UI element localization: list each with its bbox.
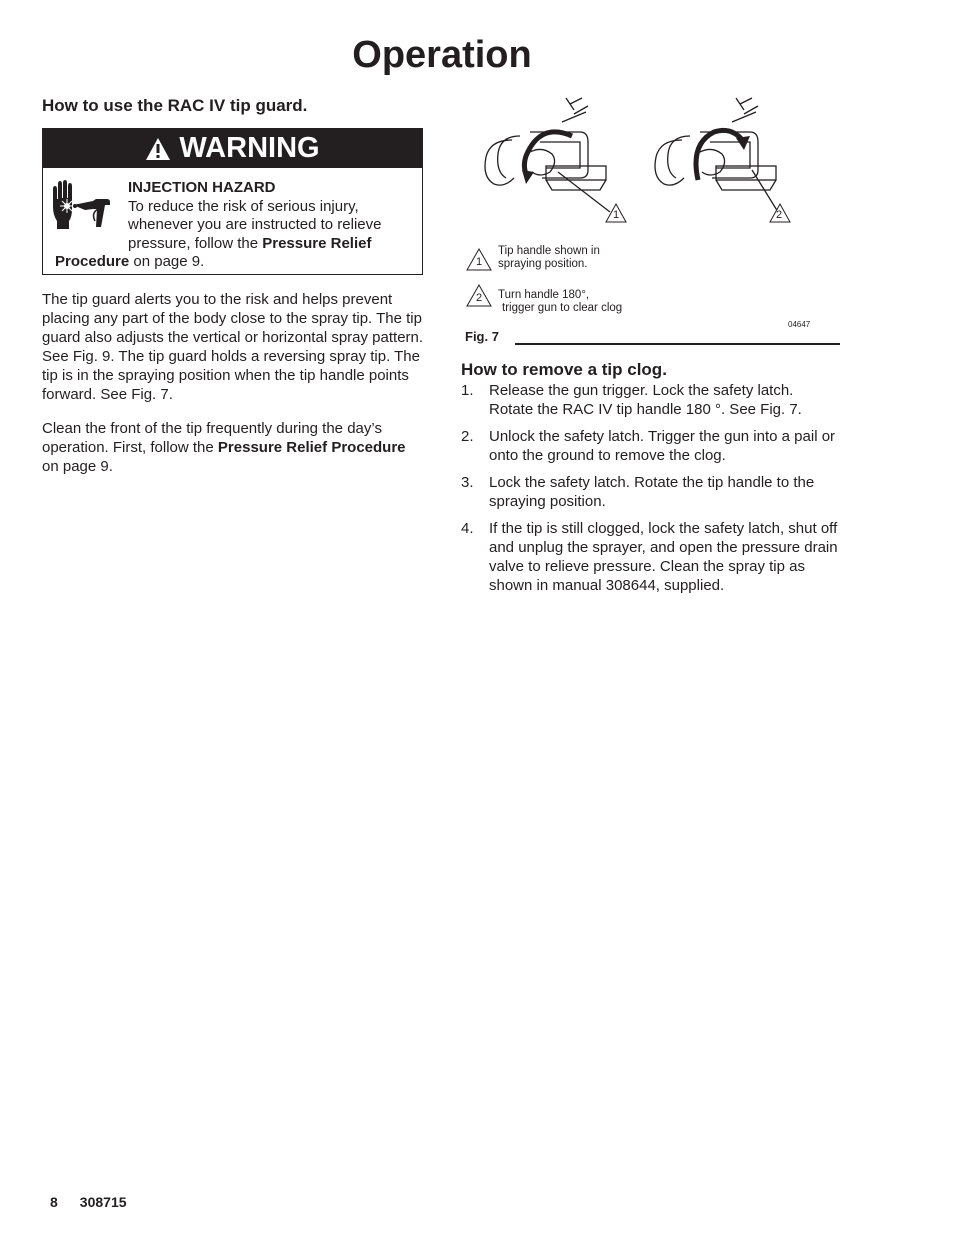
warning-line-1: To reduce the risk of serious injury,	[128, 197, 359, 215]
legend-2-number: 2	[476, 292, 483, 304]
legend-1-line-2: spraying position.	[498, 257, 588, 270]
warning-box	[42, 128, 423, 275]
warning-header	[43, 129, 422, 168]
cleaning-paragraph-bold: Pressure Relief Procedure	[217, 439, 406, 456]
page-footer	[50, 1194, 149, 1210]
figure-caption-rule	[515, 343, 840, 345]
warning-line-2: whenever you are instructed to relieve	[128, 216, 382, 233]
figure-caption: Fig. 7	[465, 329, 499, 344]
legend-1-number: 1	[476, 256, 483, 268]
tip-guard-illustration	[470, 92, 850, 227]
warning-header-label: WARNING	[179, 132, 320, 164]
legend-1-line-1: Tip handle shown in	[498, 245, 600, 257]
warning-line-3-text: pressure, follow the	[128, 234, 263, 252]
figure-code: 04647	[788, 320, 811, 329]
cleaning-paragraph-text: Clean the front of the tip frequently during the day’s operation. First, follow the	[42, 420, 382, 456]
cleaning-paragraph	[42, 419, 424, 476]
callout-1-number: 1	[613, 209, 620, 221]
warning-triangle-icon	[145, 137, 171, 161]
page-number: 8	[50, 1194, 58, 1210]
list-item	[461, 519, 841, 595]
warning-line-3-bold: Pressure Relief	[262, 234, 372, 252]
step-text: Lock the safety latch. Rotate the tip handle to the spraying position.	[489, 474, 815, 510]
legend-2-text	[498, 289, 622, 314]
legend-1-text	[498, 245, 600, 270]
warning-text	[55, 179, 415, 272]
page-title: Operation	[352, 34, 532, 76]
manual-number: 308715	[79, 1194, 127, 1210]
tip-clog-steps	[461, 381, 841, 603]
warning-line-4-bold: Procedure	[55, 253, 130, 270]
warning-line-4	[55, 253, 415, 272]
legend-2-line-1: Turn handle 180°,	[498, 289, 590, 301]
list-item	[461, 473, 841, 511]
step-text: Unlock the safety latch. Trigger the gun into a pail or onto the ground to remove the clog.	[489, 428, 836, 464]
section-heading-tip-guard: How to use the RAC IV tip guard.	[42, 96, 308, 115]
warning-line-4-text: on page 9.	[129, 253, 205, 270]
list-item	[461, 427, 841, 465]
step-number: 1.	[461, 382, 474, 399]
section-heading-tip-clog: How to remove a tip clog.	[461, 360, 667, 379]
list-item	[461, 381, 841, 419]
hazard-title: INJECTION HAZARD	[128, 179, 276, 196]
step-number: 2.	[461, 428, 474, 445]
cleaning-paragraph-end: on page 9.	[42, 458, 113, 475]
step-number: 4.	[461, 520, 474, 537]
step-number: 3.	[461, 474, 474, 491]
step-text: Release the gun trigger. Lock the safety latch. Rotate the RAC IV tip handle 180 °. See Fig. 7.	[489, 382, 802, 418]
legend-2-line-2: trigger gun to clear clog	[502, 301, 623, 314]
warning-line-3	[55, 235, 415, 254]
callout-2-number: 2	[776, 209, 783, 221]
tip-guard-paragraph: The tip guard alerts you to the risk and helps prevent placing any part of the body close to the spray tip. The tip guard also adjusts the vertical or horizontal spray pattern. See Fig. 9. The tip guard holds a reversing spray tip. The tip is in the spraying position when the tip handle points forward. See Fig. 7.	[42, 291, 424, 403]
step-text: If the tip is still clogged, lock the safety latch, shut off and unplug the sprayer, and open the pressure drain valve to relieve pressure. Clean the spray tip as shown in manual 308644, supplied.	[489, 520, 838, 594]
